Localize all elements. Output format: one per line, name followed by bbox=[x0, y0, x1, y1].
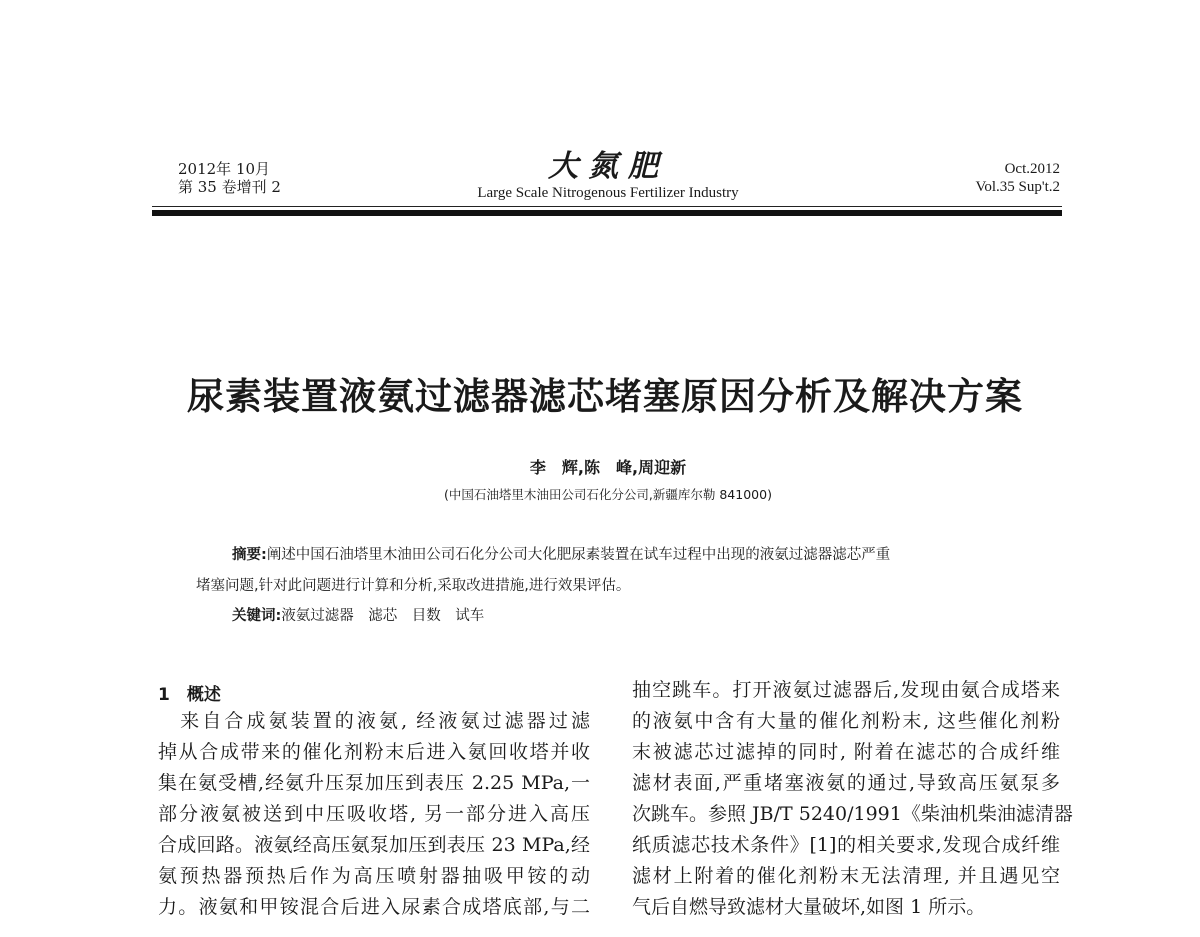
issue-volume-cn: 第 35 卷增刊 2 bbox=[178, 178, 281, 196]
header-rule-thin bbox=[152, 206, 1062, 207]
body-line: 合成回路。液氨经高压氨泵加压到表压 23 MPa,经 bbox=[158, 834, 590, 856]
header-right bbox=[975, 160, 1060, 196]
keywords-line bbox=[232, 604, 484, 625]
header-rule-thick bbox=[152, 210, 1062, 216]
body-line: 末被滤芯过滤掉的同时, 附着在滤芯的合成纤维 bbox=[632, 741, 1060, 763]
abstract-text-2: 堵塞问题,针对此问题进行计算和分析,采取改进措施,进行效果评估。 bbox=[196, 578, 631, 594]
body-line: 的液氨中含有大量的催化剂粉末, 这些催化剂粉 bbox=[632, 710, 1060, 732]
journal-logo: 大氮肥 bbox=[548, 149, 668, 184]
body-line: 滤材表面,严重堵塞液氨的通过,导致高压氨泵多 bbox=[632, 772, 1060, 794]
body-line: 次跳车。参照 JB/T 5240/1991《柴油机柴油滤清器 bbox=[632, 803, 1073, 825]
issue-date-en: Oct.2012 bbox=[1004, 161, 1060, 177]
body-line: 部分液氨被送到中压吸收塔, 另一部分进入高压 bbox=[158, 803, 590, 825]
issue-date-cn: 2012年 10月 bbox=[178, 160, 271, 178]
body-line: 抽空跳车。打开液氨过滤器后,发现由氨合成塔来 bbox=[632, 679, 1060, 701]
body-line: 滤材上附着的催化剂粉末无法清理, 并且遇见空 bbox=[632, 865, 1060, 887]
body-line: 来自合成氨装置的液氨, 经液氨过滤器过滤 bbox=[158, 710, 590, 732]
left-column bbox=[158, 706, 590, 923]
article-title: 尿素装置液氨过滤器滤芯堵塞原因分析及解决方案 bbox=[187, 375, 1023, 418]
article-affiliation: (中国石油塔里木油田公司石化分公司,新疆库尔勒 841000) bbox=[444, 487, 772, 502]
keywords-text: 液氨过滤器 滤芯 目数 试车 bbox=[281, 608, 485, 624]
body-line: 集在氨受槽,经氨升压泵加压到表压 2.25 MPa,一 bbox=[158, 772, 590, 794]
issue-volume-en: Vol.35 Sup't.2 bbox=[975, 179, 1060, 195]
abstract-label: 摘要: bbox=[232, 547, 267, 563]
body-line: 力。液氨和甲铵混合后进入尿素合成塔底部,与二 bbox=[158, 896, 590, 918]
abstract-text-1: 阐述中国石油塔里木油田公司石化分公司大化肥尿素装置在试车过程中出现的液氨过滤器滤芯严重 bbox=[266, 547, 891, 563]
body-line: 氨预热器预热后作为高压喷射器抽吸甲铵的动 bbox=[158, 865, 590, 887]
abstract-line-1 bbox=[232, 543, 890, 564]
body-line: 纸质滤芯技术条件》[1]的相关要求,发现合成纤维 bbox=[632, 834, 1060, 856]
journal-name-en: Large Scale Nitrogenous Fertilizer Industry bbox=[477, 185, 739, 201]
keywords-label: 关键词: bbox=[232, 608, 282, 624]
section-heading: 1 概述 bbox=[158, 685, 221, 705]
body-line: 气后自燃导致滤材大量破坏,如图 1 所示。 bbox=[632, 896, 986, 918]
body-line: 掉从合成带来的催化剂粉末后进入氨回收塔并收 bbox=[158, 741, 590, 763]
right-column bbox=[632, 675, 1073, 923]
article-authors: 李 辉,陈 峰,周迎新 bbox=[529, 458, 687, 477]
